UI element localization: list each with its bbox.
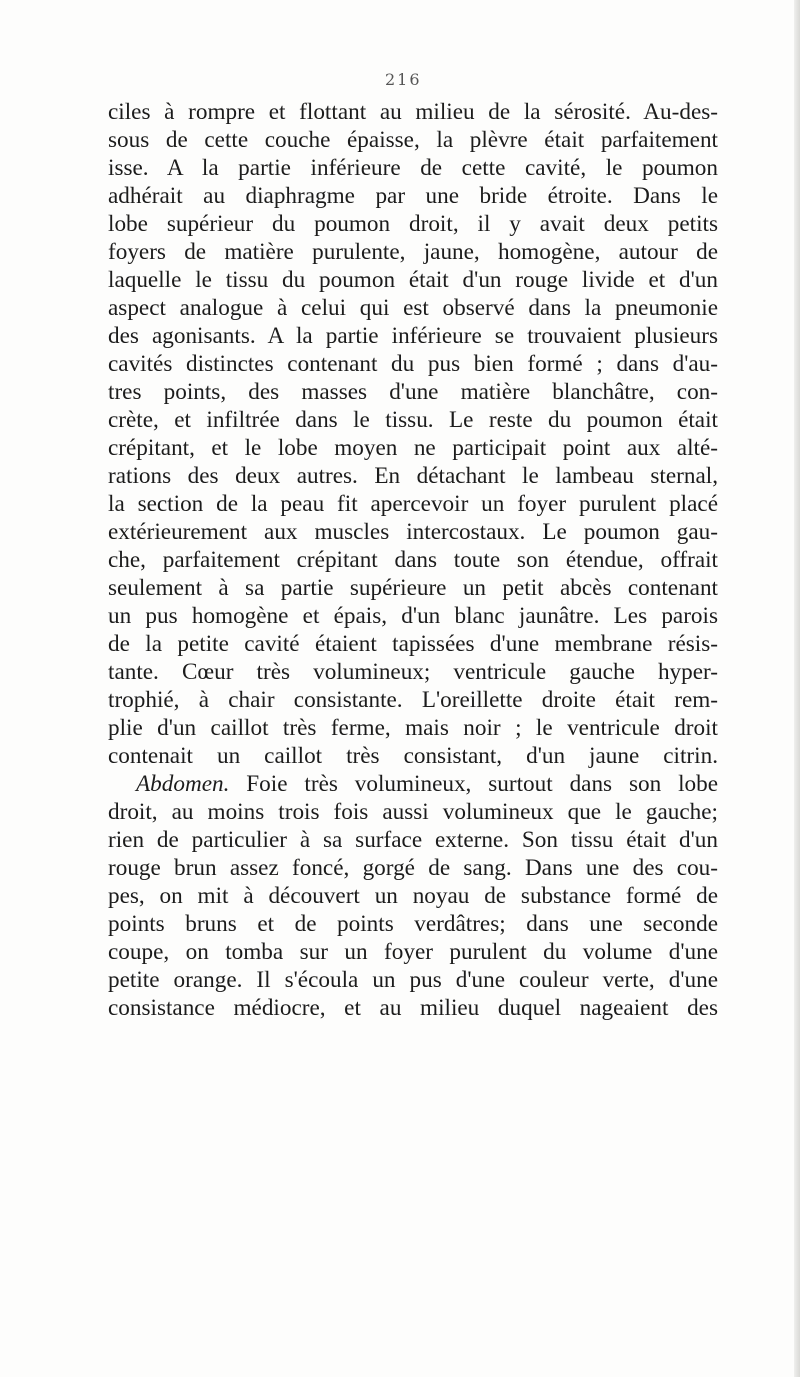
text-line: coupe, on tomba sur un foyer purulent du volume d'une <box>108 939 718 965</box>
text-line: cavités distinctes contenant du pus bien formé ; dans d'au- <box>108 351 718 377</box>
text-line: ciles à rompre et flottant au milieu de la sérosité. Au-des- <box>108 99 718 125</box>
text-line: tres points, des masses d'une matière blanchâtre, con- <box>108 379 718 405</box>
text-line: de la petite cavité étaient tapissées d'une membrane résis- <box>108 631 718 657</box>
body-text <box>108 98 718 1022</box>
text-line: tante. Cœur très volumineux; ventricule gauche hyper- <box>108 659 718 685</box>
text-line: pes, on mit à découvert un noyau de substance formé de <box>108 883 718 909</box>
page-edge <box>794 0 800 1377</box>
text-line: isse. A la partie inférieure de cette cavité, le poumon <box>108 155 718 181</box>
text-line: rouge brun assez foncé, gorgé de sang. Dans une des cou- <box>108 855 718 881</box>
text-line: un pus homogène et épais, d'un blanc jaunâtre. Les parois <box>108 603 718 629</box>
text-line-abdomen <box>108 770 718 798</box>
text-line: trophié, à chair consistante. L'oreillette droite était rem- <box>108 687 718 713</box>
text-line: consistance médiocre, et au milieu duquel nageaient des <box>108 995 718 1021</box>
text-line: adhérait au diaphragme par une bride étroite. Dans le <box>108 183 718 209</box>
text-line: rien de particulier à sa surface externe. Son tissu était d'un <box>108 827 718 853</box>
text-line: che, parfaitement crépitant dans toute son étendue, offrait <box>108 547 718 573</box>
text-line: lobe supérieur du poumon droit, il y avait deux petits <box>108 211 718 237</box>
text-line: petite orange. Il s'écoula un pus d'une couleur verte, d'une <box>108 967 718 993</box>
text-line: des agonisants. A la partie inférieure se trouvaient plusieurs <box>108 323 718 349</box>
text-line: aspect analogue à celui qui est observé dans la pneumonie <box>108 295 718 321</box>
text-line: crète, et infiltrée dans le tissu. Le reste du poumon était <box>108 407 718 433</box>
text-line: seulement à sa partie supérieure un petit abcès contenant <box>108 575 718 601</box>
text-line: sous de cette couche épaisse, la plèvre était parfaitement <box>108 127 718 153</box>
abdomen-heading: Abdomen. <box>136 771 230 797</box>
text-line: plie d'un caillot très ferme, mais noir ; le ventricule droit <box>108 715 718 741</box>
text-line: contenait un caillot très consistant, d'un jaune citrin. <box>108 743 718 769</box>
text-line: la section de la peau fit apercevoir un foyer purulent placé <box>108 491 718 517</box>
text-line: droit, au moins trois fois aussi volumineux que le gauche; <box>108 799 718 825</box>
page-number: 216 <box>385 70 422 89</box>
text-line: laquelle le tissu du poumon était d'un rouge livide et d'un <box>108 267 718 293</box>
text-line: crépitant, et le lobe moyen ne participait point aux alté- <box>108 435 718 461</box>
text-line: extérieurement aux muscles intercostaux. Le poumon gau- <box>108 519 718 545</box>
text-line: foyers de matière purulente, jaune, homogène, autour de <box>108 239 718 265</box>
text-line: rations des deux autres. En détachant le lambeau sternal, <box>108 463 718 489</box>
abdomen-text: Foie très volumineux, surtout dans son lobe <box>246 771 718 797</box>
text-line: points bruns et de points verdâtres; dans une seconde <box>108 911 718 937</box>
